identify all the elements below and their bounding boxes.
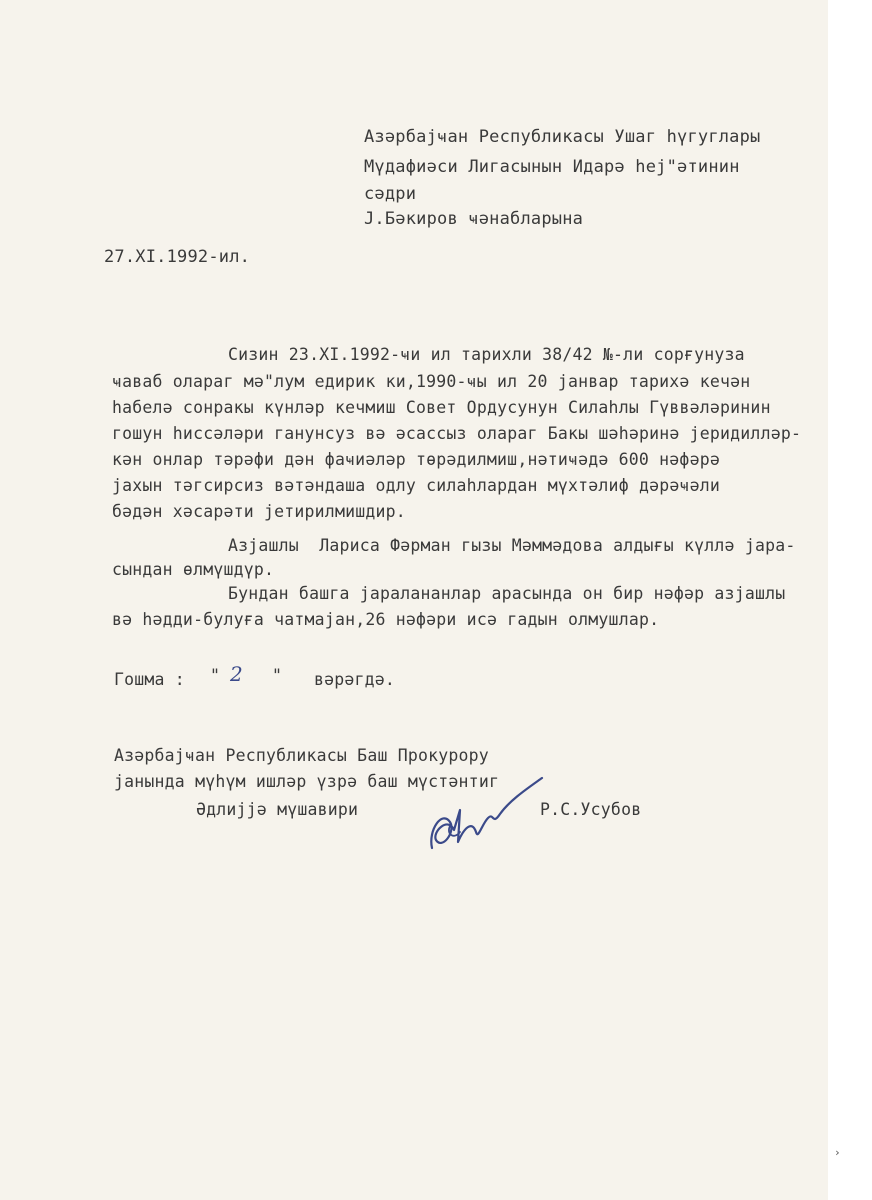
body-line: гошун һиссәләри ганунсуз вә әсассыз олараг Бакы шәһәринә јеридилләр- — [112, 424, 802, 443]
attachment-label: Гошма : — [114, 670, 185, 689]
addressee-line-1: Азәрбајҹан Республикасы Ушаг һүгуглары — [364, 127, 761, 147]
addressee-line-3: сәдри — [364, 184, 417, 204]
attachment-page-count: 2 — [230, 662, 243, 686]
scan-margin — [828, 0, 872, 1200]
scan-artifact-mark: › — [834, 1146, 841, 1159]
addressee-line-4: Ј.Бәкиров ҹәнабларына — [364, 209, 584, 229]
body-line: сындан өлмүшдүр. — [112, 560, 275, 579]
signature-mark — [420, 770, 550, 865]
body-line: Сизин 23.XI.1992-ҹи ил тарихли 38/42 №-ли сорғунуза — [228, 345, 745, 364]
body-line: Азјашлы Лариса Фәрман гызы Мәммәдова алдығы күллә јара- — [228, 536, 796, 555]
sender-name: Р.С.Усубов — [540, 800, 642, 819]
attachment-open-quote: " — [210, 666, 221, 685]
sender-line-1: Азәрбајҹан Республикасы Баш Прокурору — [114, 746, 489, 765]
body-line: кән онлар тәрәфи дән фаҹиәләр төрәдилмиш,нәтиҹәдә 600 нәфәрә — [112, 450, 720, 469]
sender-line-2: јанында мүһүм ишләр үзрә баш мүстәнтиг — [114, 772, 500, 791]
body-line: һабелә сонракы күнләр кечмиш Совет Ордусунун Силаһлы Гүввәләринин — [112, 398, 771, 417]
body-line: Бундан башга јаралананлар арасында он бир нәфәр азјашлы — [228, 584, 786, 603]
sender-title: Әдлијјә мүшавири — [196, 800, 359, 819]
document-date: 27.XI.1992-ил. — [104, 247, 251, 267]
attachment-suffix: вәрәгдә. — [314, 670, 396, 689]
attachment-close-quote: " — [272, 666, 283, 685]
body-line: бәдән хәсарәти јетирилмишдир. — [112, 502, 406, 521]
addressee-line-2: Мүдафиәси Лигасынын Идарә һеј"әтинин — [364, 157, 740, 177]
body-line: вә һәдди-булуға чатмајан,26 нәфәри исә гадын олмушлар. — [112, 610, 660, 629]
body-line: јахын тәгсирсиз вәтәндаша одлу силаһлардан мүхтәлиф дәрәҹәли — [112, 476, 720, 495]
body-line: ҹаваб олараг мә"лум едирик ки,1990-ҹы ил 20 јанвар тарихә кечән — [112, 372, 751, 391]
